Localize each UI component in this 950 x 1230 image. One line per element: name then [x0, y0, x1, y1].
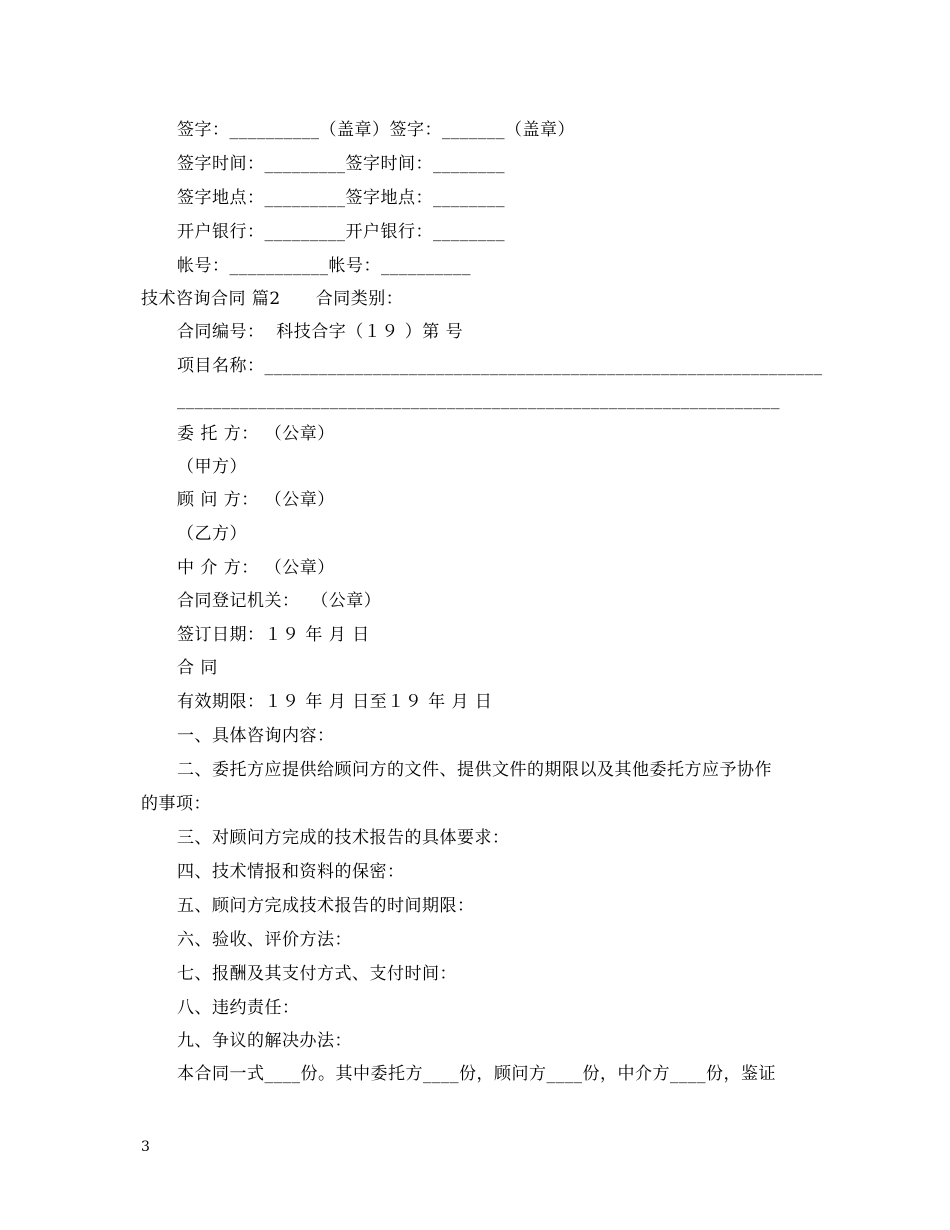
bank-line: 开户银行：_________开户银行：________	[177, 222, 505, 242]
clause-6: 六、验收、评价方法：	[177, 930, 352, 950]
clause-4: 四、技术情报和资料的保密：	[177, 862, 405, 882]
clause-2: 二、委托方应提供给顾问方的文件、提供文件的期限以及其他委托方应予协作	[177, 760, 772, 780]
project-name-line: 项目名称：______________________________________________________________	[177, 356, 823, 376]
registration-authority-line: 合同登记机关： （公章）	[177, 591, 382, 611]
copies-line: 本合同一式____份。其中委托方____份，顾问方____份，中介方____份，鉴证	[177, 1064, 776, 1084]
clause-2-continuation: 的事项：	[141, 794, 211, 814]
page-number: 3	[141, 1139, 150, 1155]
clause-1: 一、具体咨询内容：	[177, 726, 335, 746]
contract-heading: 合 同	[177, 658, 218, 678]
client-party-line: 委 托 方： （公章）	[177, 424, 335, 444]
consultant-party-line: 顾 问 方： （公章）	[177, 490, 335, 510]
clause-9: 九、争议的解决办法：	[177, 1031, 352, 1051]
clause-8: 八、违约责任：	[177, 998, 300, 1018]
signature-line: 签字：__________（盖章）签字：_______（盖章）	[177, 120, 575, 140]
party-b-label: （乙方）	[177, 524, 247, 544]
contract-number-line: 合同编号： 科技合字（１９ ）第 号	[177, 322, 464, 342]
clause-3: 三、对顾问方完成的技术报告的具体要求：	[177, 828, 510, 848]
intermediary-party-line: 中 介 方： （公章）	[177, 558, 335, 578]
signature-place-line: 签字地点：_________签字地点：________	[177, 188, 505, 208]
clause-5: 五、顾问方完成技术报告的时间期限：	[177, 896, 475, 916]
signing-date-line: 签订日期：１９ 年 月 日	[177, 625, 370, 645]
party-a-label: （甲方）	[177, 457, 247, 477]
clause-7: 七、报酬及其支付方式、支付时间：	[177, 964, 457, 984]
signature-time-line: 签字时间：_________签字时间：________	[177, 154, 505, 174]
project-name-continuation: ___________________________________________________________________	[177, 390, 780, 410]
contract-title-line: 技术咨询合同 篇2 合同类别：	[141, 289, 404, 309]
account-line: 帐号：___________帐号：__________	[177, 256, 471, 276]
validity-period-line: 有效期限：１９ 年 月 日至１９ 年 月 日	[177, 692, 493, 712]
